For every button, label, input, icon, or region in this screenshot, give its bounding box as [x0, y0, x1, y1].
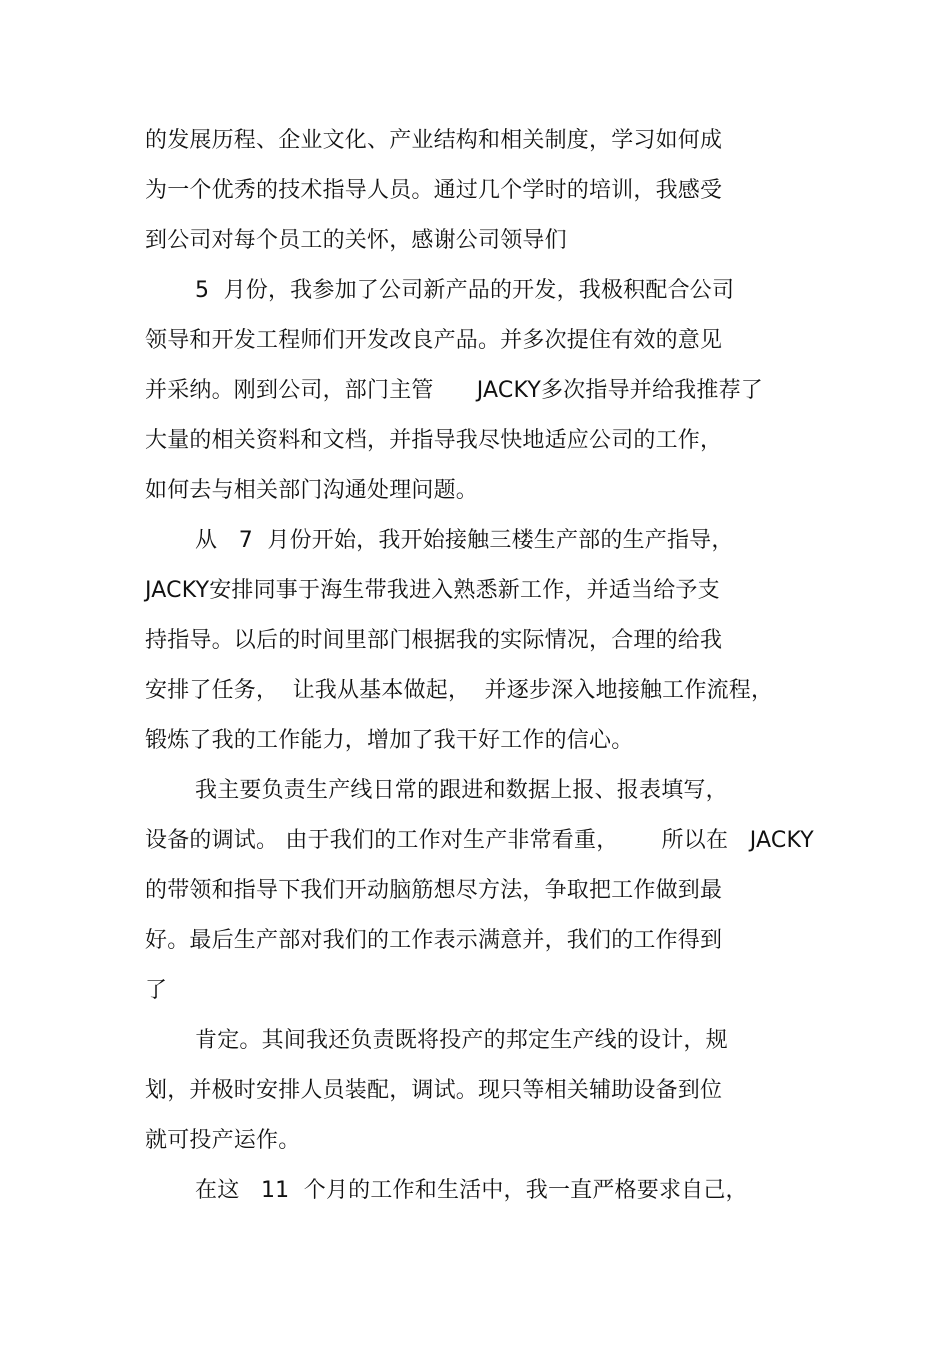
text-line-7: 大量的相关资料和文档，并指导我尽快地适应公司的工作， [145, 428, 723, 453]
text-line-9: 从 7 月份开始，我开始接触三楼生产部的生产指导， [195, 528, 734, 553]
text-line-10: JACKY安排同事于海生带我进入熟悉新工作，并适当给予支 [145, 578, 720, 603]
text-line-8: 如何去与相关部门沟通处理问题。 [145, 478, 479, 503]
text-line-2: 为一个优秀的技术指导人员。通过几个学时的培训，我感受 [145, 178, 723, 203]
text-line-14: 我主要负责生产线日常的跟进和数据上报、报表填写， [195, 778, 728, 803]
text-line-1: 的发展历程、企业文化、产业结构和相关制度，学习如何成 [145, 128, 723, 153]
text-line-16: 的带领和指导下我们开动脑筋想尽方法，争取把工作做到最 [145, 878, 723, 903]
text-line-6: 并采纳。刚到公司，部门主管 JACKY多次指导并给我推荐了 [145, 378, 763, 403]
text-line-22: 在这 11 个月的工作和生活中，我一直严格要求自己， [195, 1178, 748, 1203]
text-line-21: 就可投产运作。 [145, 1128, 301, 1153]
text-line-5: 领导和开发工程师们开发改良产品。并多次提住有效的意见 [145, 328, 723, 353]
text-line-18: 了 [145, 978, 168, 1003]
text-line-20: 划，并极时安排人员装配，调试。现只等相关辅助设备到位 [145, 1078, 723, 1103]
text-line-11: 持指导。以后的时间里部门根据我的实际情况，合理的给我 [145, 628, 723, 653]
text-line-3: 到公司对每个员工的关怀，感谢公司领导们 [145, 228, 567, 253]
text-line-4: 5 月份，我参加了公司新产品的开发，我极积配合公司 [195, 278, 735, 303]
text-line-13: 锻炼了我的工作能力，增加了我干好工作的信心。 [145, 728, 634, 753]
text-line-17: 好。最后生产部对我们的工作表示满意并，我们的工作得到 [145, 928, 723, 953]
text-line-19: 肯定。其间我还负责既将投产的邦定生产线的设计，规 [195, 1028, 728, 1053]
text-line-12: 安排了任务， 让我从基本做起， 并逐步深入地接触工作流程， [145, 678, 774, 703]
text-line-15: 设备的调试。 由于我们的工作对生产非常看重， 所以在 JACKY [145, 828, 814, 853]
